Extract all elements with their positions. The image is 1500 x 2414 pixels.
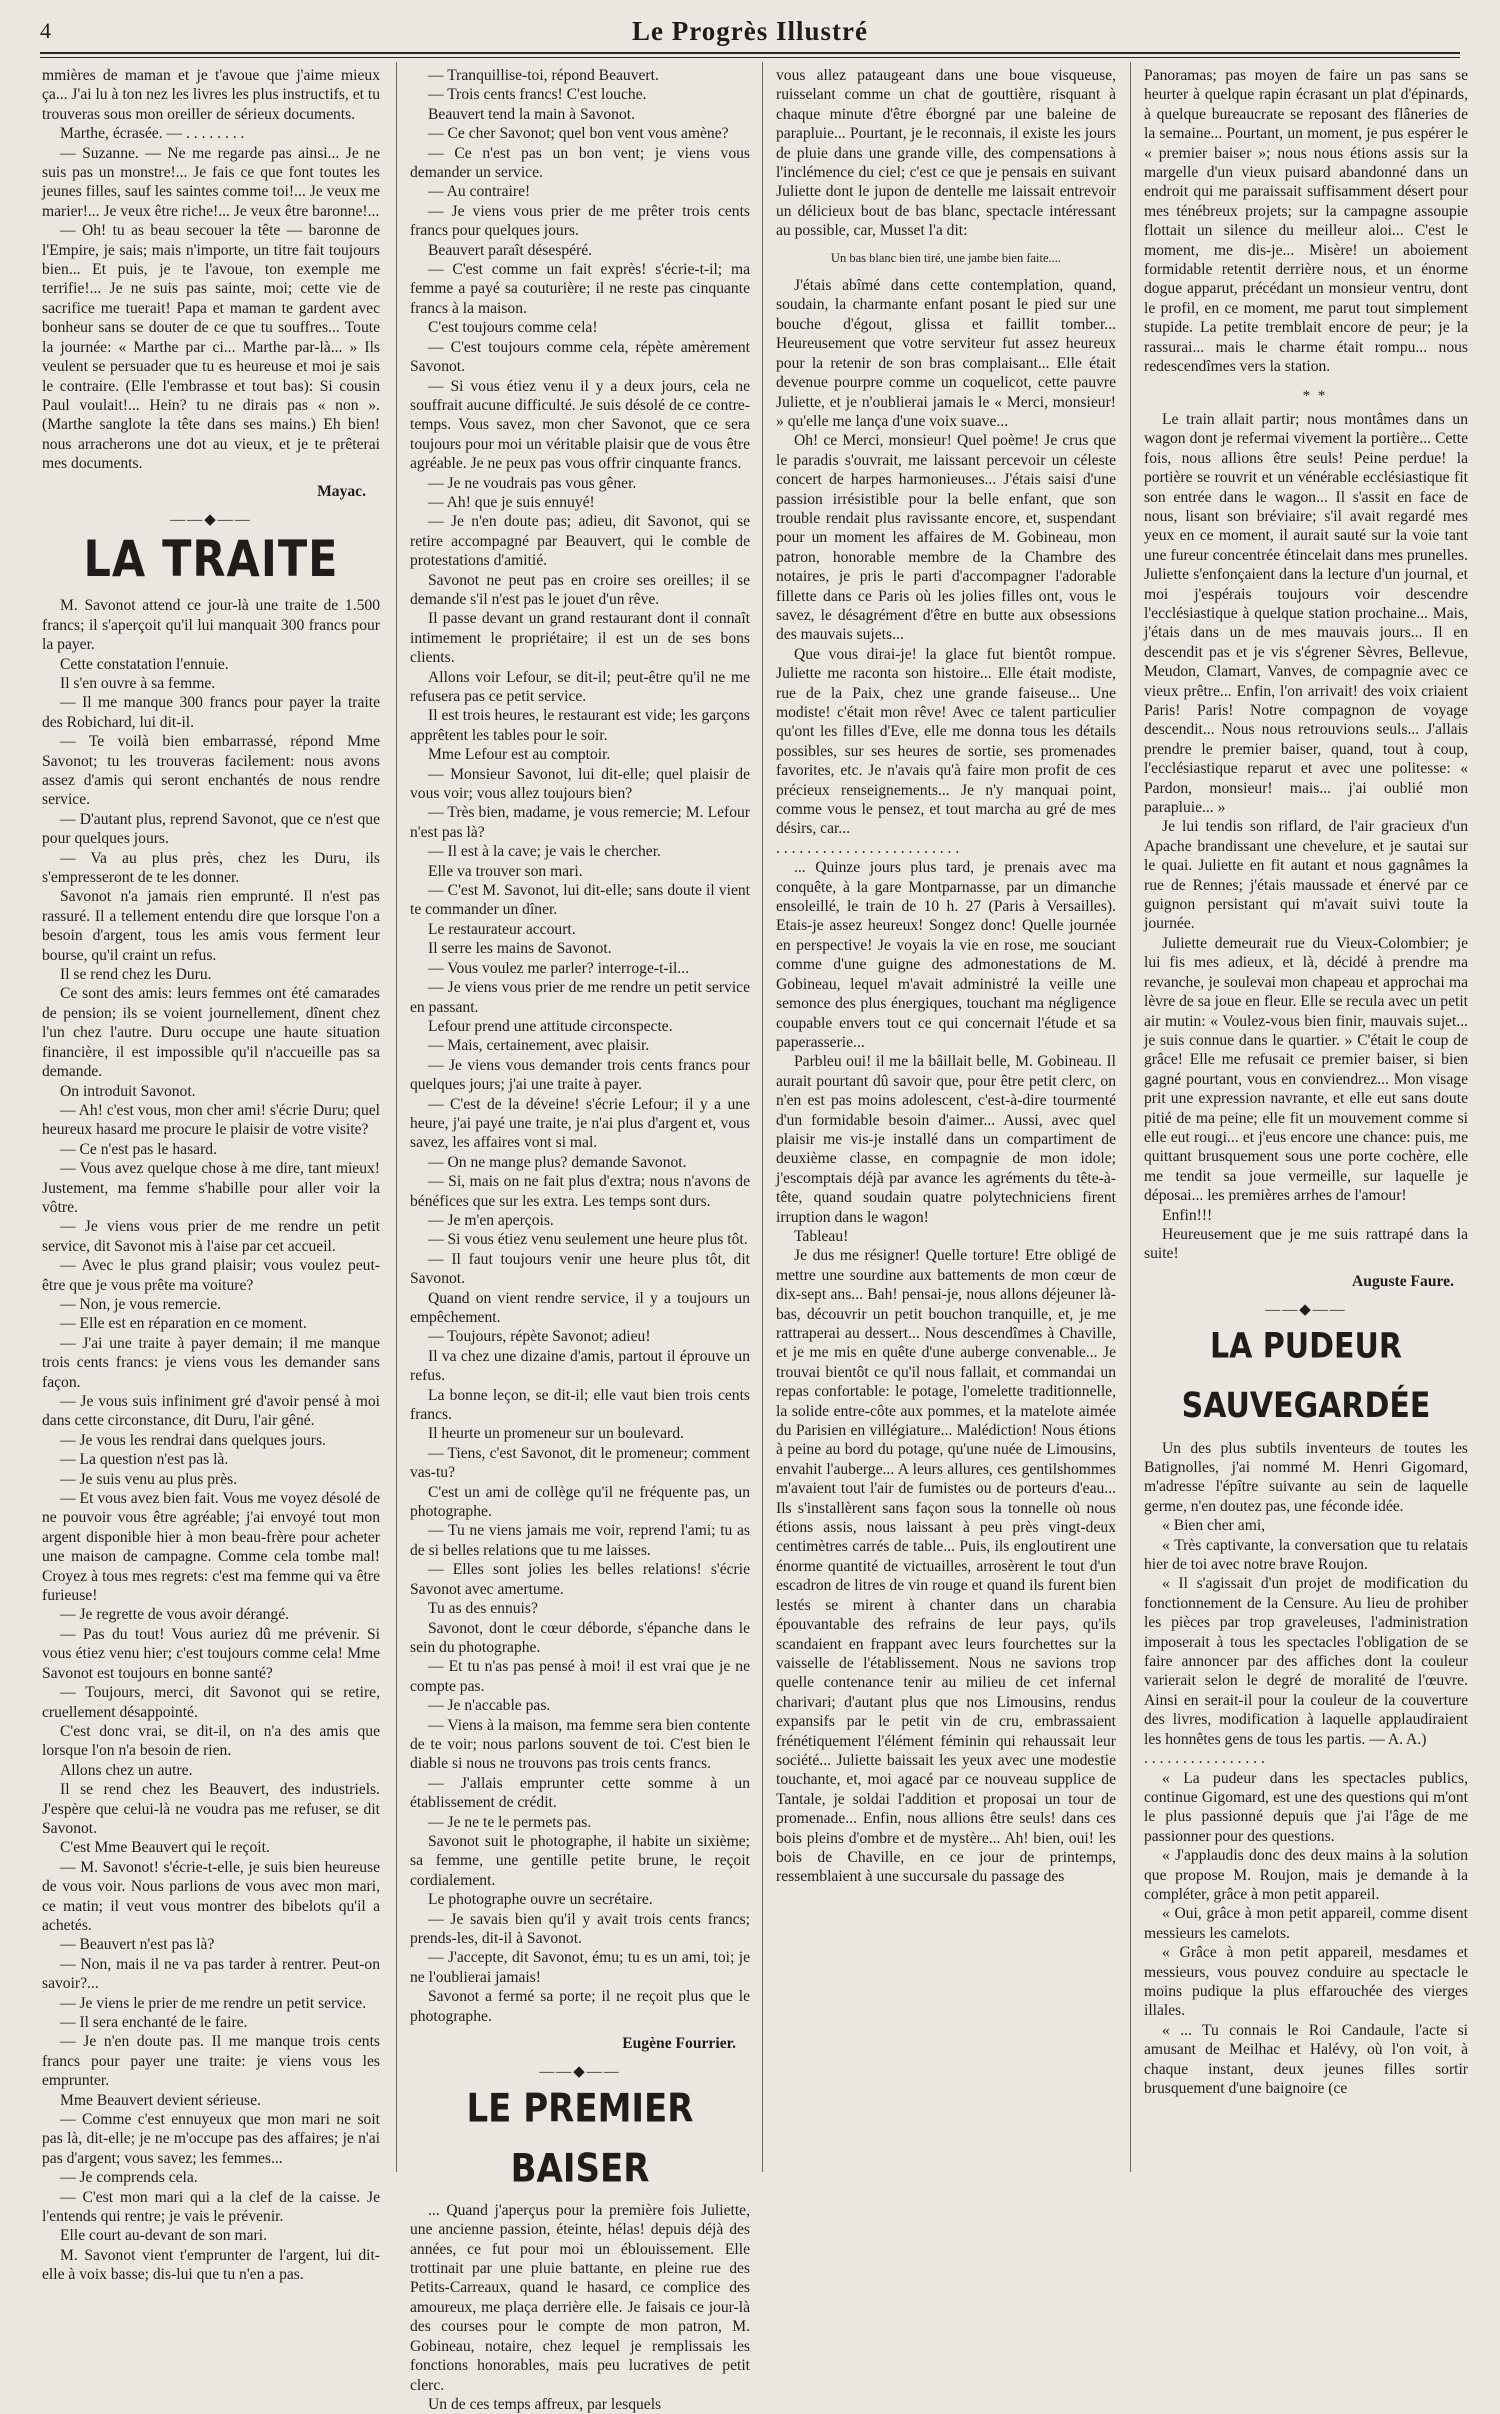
article-paragraph: — Ce cher Savonot; quel bon vent vous amène? [428, 125, 729, 143]
article-paragraph: — Si, mais on ne fait plus d'extra; nous n'avons de bénéfices que sur les extra. Les temps sont durs. [410, 1173, 750, 1210]
column-1 [42, 66, 381, 2284]
article-paragraph: M. Savonot vient t'emprunter de l'argent, lui dit-elle à voix basse; dis-lui que tu n'en a pas. [42, 2246, 380, 2284]
article-paragraph: — Ce n'est pas un bon vent; je viens vous demander un service. [410, 144, 750, 182]
section-asterism: * * [1302, 387, 1328, 404]
article-paragraph: — Si vous étiez venu seulement une heure plus tôt. [428, 1231, 748, 1249]
article-paragraph: Le photographe ouvre un secrétaire. [428, 1891, 653, 1909]
author-signature: Eugène Fourrier. [622, 2035, 736, 2053]
article-paragraph: — Vous avez quelque chose à me dire, tant mieux! Justement, ma femme s'habille pour aller voir la vôtre. [42, 1160, 380, 1216]
article-paragraph: La bonne leçon, se dit-il; elle vaut bien trois cents francs. [410, 1386, 750, 1424]
article-paragraph: Savonot n'a jamais rien emprunté. Il n'est pas rassuré. Il a tellement entendu dire que lorsque l'on a besoin d'argent, tous les amis vous ferment leur bourse, qu'il craint un refus. [42, 888, 380, 964]
article-paragraph: Je lui tendis son riflard, de l'air gracieux d'un Apache brandissant une chevelure, et je sautai sur le quai. Juliette en fit autant et nous gagnâmes la rue de Rennes; j'étais maussade et énervé par ce guignon persistant qui m'avait suivi toute la journée. [1144, 818, 1468, 933]
article-paragraph: Il se rend chez les Beauvert, des industriels. J'espère que celui-là ne voudra pas me refuser, se dit Savonot. [42, 1781, 380, 1837]
article-paragraph: — Je vous les rendrai dans quelques jours. [60, 1431, 326, 1449]
article-paragraph: Le restaurateur accourt. [428, 920, 576, 938]
article-paragraph: — Et vous avez bien fait. Vous me voyez désolé de ne pouvoir vous être agréable; j'ai envoyé tout mon argent disponible hier à mon beau-frère pour acheter une maison de campagne. Comme cela tombe mal! Croyez à tous mes regrets: c'est ma femme qui va être furieuse! [42, 1490, 380, 1605]
article-paragraph: « Bien cher ami, [1162, 1517, 1266, 1535]
article-paragraph: — Avec le plus grand plaisir; vous voulez peut-être que je vous prête ma voiture? [42, 1257, 380, 1294]
article-paragraph: Il se rend chez les Duru. [60, 966, 212, 984]
masthead-title: Le Progrès Illustré [632, 16, 868, 46]
author-signature: Auguste Faure. [1352, 1272, 1454, 1290]
article-paragraph: — Je suis venu au plus près. [60, 1470, 238, 1488]
article-paragraph: Un des plus subtils inventeurs de toutes les Batignolles, j'ai nommé M. Henri Gigomard, m'adresse l'épître suivante au sein de laquelle germe, n'en doutez pas, une féconde idée. [1144, 1439, 1468, 1515]
article-paragraph: — Il est à la cave; je vais le chercher. [428, 843, 661, 861]
article-paragraph: « La pudeur dans les spectacles publics, continue Gigomard, est une des questions qui m'ont le plus passionné depuis que j'ai l'âge de me passionner pour des questions. [1144, 1769, 1468, 1845]
column-divider [1130, 62, 1131, 2172]
article-paragraph: — Je vous suis infiniment gré d'avoir pensé à moi dans cette circonstance, dit Duru, l'air gêné. [42, 1393, 380, 1430]
article-paragraph: Je dus me résigner! Quelle torture! Etre obligé de mettre une sourdine aux battements de mon cœur de dix-sept ans... Bah! pensai-je, nous allons déjeuner là-bas, découvrir un petit bouchon tranquille, et, je me rattraperai au dessert... Nous descendîmes à Chaville, et je me mis en quête d'une auberge convenable... Je trouvai bientôt ce qu'il nous fallait, et commandai un repas confortable: le potage, l'omelette traditionnelle, la solide entre-côte aux pommes, et la matelote aimée du Parisien en villégiature... Malédiction! Nous étions à peine au bord du potage, qu'une nuée de Limousins, envahit l'auberge... A leurs allures, ces gentilshommes m'avaient tout l'air de fumistes ou de porteurs d'eau... Ils s'installèrent sans façon sous la tonnelle où nous étions assis, nous laissant à peu près vingt-deux centimètres carrés de table... Puis, ils engloutirent une énorme quantité de victuailles, arrosèrent le tout d'un escadron de litres de vin rouge et quand ils furent bien lestés se mirent à chanter dans un charabia épouvantable des refrains de leur pays, qu'ils scandaient en frappant avec leurs fourchettes sur la vaisselle de l'établissement. Nous ne savions trop quelle contenance tenir au milieu de cet infernal charivari; d'autant plus que nos Limousins, rendus expansifs par le petit vin de cru, embrassaient frénétiquement l'élément féminin qui rehaussait leur société... Juliette baissait les yeux avec une modestie touchante, et, moi agacé par ce nouveau supplice de Tantale, je soldai l'addition et proposai un tour de promenade... Enfin, nous allions être seuls! dans ces bois pleins d'ombre et de mystère... Ah! bien, oui! les bois de Chaville, en ce jour de printemps, ressemblaient à une succursale du passage des [776, 1247, 1116, 1886]
article-paragraph: Allons voir Lefour, se dit-il; peut-être qu'il ne me refusera pas ce petit service. [410, 668, 750, 705]
article-title: LA TRAITE [83, 531, 339, 590]
article-paragraph: — Je viens vous demander trois cents francs pour quelques jours; j'ai une traite à payer. [410, 1056, 750, 1094]
article-paragraph: Lefour prend une attitude circonspecte. [428, 1017, 673, 1035]
article-paragraph: — C'est M. Savonot, lui dit-elle; sans doute il vient te commander un dîner. [410, 882, 750, 919]
article-paragraph: — Viens à la maison, ma femme sera bien contente de te voir; nous parlons souvent de toi. C'est bien le diable si nous ne trouvons pas trois cents francs. [410, 1716, 750, 1773]
article-paragraph: — Elles sont jolies les belles relations! s'écrie Savonot avec amertume. [410, 1561, 750, 1598]
article-paragraph: — Tranquillise-toi, répond Beauvert. [428, 67, 659, 84]
article-paragraph: « Très captivante, la conversation que tu relatais hier de toi avec notre brave Roujon. [1144, 1536, 1468, 1574]
article-paragraph: — Elle est en réparation en ce moment. [60, 1315, 307, 1333]
article-paragraph: Il est trois heures, le restaurant est vide; les garçons apprêtent les tables pour le soir. [410, 707, 750, 744]
article-paragraph: — Je viens le prier de me rendre un petit service. [60, 1994, 367, 2012]
article-paragraph: — Si vous étiez venu il y a deux jours, cela ne souffrait aucune difficulté. Je suis désolé de ce contre-temps. Vous savez, mon cher Savonot, que ce sera toujours pour moi un véritable plaisir que de vous être agréable. Je ne peux pas vous offrir cinquante francs. [410, 377, 750, 473]
page-number: 4 [40, 18, 51, 43]
article-paragraph: — Je m'en aperçois. [428, 1211, 554, 1229]
article-paragraph: ... Quinze jours plus tard, je prenais avec ma conquête, à la gare Montparnasse, par un dimanche ensoleillé, le train de 10 h. 27 (Paris à Versailles). Etais-je assez heureux! Songez donc! Quelle journée en perspective! Je voyais la vie en rose, me souciant comme d'une guigne des admonestations de M. Gobineau, lequel m'avait administré la veille une semonce des plus énergiques, touchant ma négligence coupable envers tout ce qui concernait l'étude et sa paperasserie... [776, 859, 1116, 1051]
ellipsis-separator: . . . . . . . . . . . . . . . . . . . . . . . . [776, 839, 960, 857]
article-paragraph: — Vous voulez me parler? interroge-t-il... [428, 959, 689, 977]
article-paragraph: — Ah! c'est vous, mon cher ami! s'écrie Duru; quel heureux hasard me procure le plaisir de votre visite? [42, 1101, 381, 1139]
article-paragraph: — Toujours, merci, dit Savonot qui se retire, cruellement désappointé. [42, 1684, 380, 1721]
article-paragraph: mmières de maman et je t'avoue que j'aime mieux ça... J'ai lu à ton nez les livres les plus instructifs, et tu trouveras sous mon oreiller de sérieux documents. [42, 67, 380, 123]
article-paragraph: Parbleu oui! il me la bâillait belle, M. Gobineau. Il aurait pourtant dû savoir que, pour être petit clerc, on n'en est pas moins adolescent, c'est-à-dire tourmenté d'un formidable besoin d'aimer... Aussi, avec quel plaisir me vis-je installé dans un compartiment de deuxième classe, en compagnie de mon idole; j'escomptais déjà par avance les agréments du tête-à-tête, quand soudain quatre polytechniciens firent irruption dans le wagon! [776, 1053, 1116, 1226]
article-paragraph: Juliette demeurait rue du Vieux-Colombier; je lui fis mes adieux, et là, décidé à prendre ma revanche, je soulevai mon chapeau et approchai ma lèvre de sa joue en fleur. Elle se recula avec un petit air mutin: « Voulez-vous bien finir, mauvais sujet... je suis connue dans le quartier. » C'était le coup de grâce! Elle me refusait ce premier baiser, si bien gagné pourtant, vous en conviendrez... Mon visage prit une expression navrante, et elle eut sans doute pitié de ma peine; elle fit un mouvement comme si elle eut rougi... et j'eus encore une chance: puis, me quittant brusquement sous une porte cochère, elle me tendit sa joue vermeille, sur laquelle je déposai... les premières arrhes de l'amour! [1144, 934, 1468, 1205]
article-paragraph: Tableau! [794, 1227, 849, 1245]
article-paragraph: — Et tu n'as pas pensé à moi! il est vrai que je ne compte pas. [410, 1658, 750, 1695]
article-paragraph: — Je viens vous prier de me prêter trois cents francs pour quelques jours. [410, 202, 750, 240]
ellipsis-separator: . . . . . . . . . . . . . . . . [1144, 1750, 1265, 1768]
article-paragraph: — On ne mange plus? demande Savonot. [428, 1153, 687, 1171]
article-paragraph: Cette constatation l'ennuie. [60, 655, 229, 673]
article-paragraph: — Pas du tout! Vous auriez dû me prévenir. Si vous étiez venu hier; c'est toujours comme cela! Mme Savonot est toujours en bonne santé? [42, 1625, 380, 1682]
article-paragraph: Savonot ne peut pas en croire ses oreilles; il se demande s'il n'est pas le jouet d'un rêve. [410, 571, 750, 608]
article-paragraph: « J'applaudis donc des deux mains à la solution que propose M. Roujon, mais je demande à la compléter, grâce à mon petit appareil. [1144, 1847, 1468, 1903]
column-divider [396, 62, 397, 2172]
article-paragraph: Allons chez un autre. [60, 1761, 193, 1779]
article-paragraph: Oh! ce Merci, monsieur! Quel poème! Je crus que le paradis s'ouvrait, me laissant percevoir un céleste concert de harpes harmonieuses... J'étais saisi d'une passion irrésistible pour la belle enfant, que son trouble rendait plus ravissante encore, et, suspendant pour un moment les affaires de M. Gobineau, mon patron, honorable membre de la Chambre des notaires, je pris le parti d'accompagner l'adorable fillette dans ce Paris où les jolies filles ont, vous le savez, le désagrément d'être en butte aux obsessions des mauvais sujets... [776, 432, 1116, 644]
article-paragraph: Savonot a fermé sa porte; il ne reçoit plus que le photographe. [410, 1988, 750, 2025]
article-paragraph: C'est donc vrai, se dit-il, on n'a des amis que lorsque l'on n'a besoin de rien. [42, 1722, 380, 1760]
column-2 [410, 66, 750, 2413]
article-paragraph: — Comme c'est ennuyeux que mon mari ne soit pas là, dit-elle; je ne m'occupe pas des affaires; je n'ai pas d'argent; vous savez; les femmes... [42, 2111, 380, 2167]
article-paragraph: — C'est comme un fait exprès! s'écrie-t-il; ma femme a payé sa couturière; il ne reste pas cinquante francs à la maison. [410, 261, 750, 317]
article-paragraph: — Il me manque 300 francs pour payer la traite des Robichard, lui dit-il. [42, 694, 380, 731]
article-paragraph: Quand on vient rendre service, il y a toujours un empêchement. [410, 1289, 750, 1326]
column-3 [776, 66, 1116, 2166]
article-paragraph: — Je n'en doute pas. Il me manque trois cents francs pour payer une traite: je viens vous les emprunter. [42, 2033, 380, 2090]
article-paragraph: Que vous dirai-je! la glace fut bientôt rompue. Juliette me raconta son histoire... Elle était modiste, rue de la Paix, chez une grande faiseuse... Une modiste! c'était mon rêve! Avec ce talent particulier qu'ont les filles d'Eve, elle me donna tous les détails possibles, sur ses heures de sortie, ses promenades favorites, etc. Je n'avais qu'à faire mon profit de ces précieux renseignements... Je n'y manquai point, comme vous le pensez, et tout marcha au gré de mes désirs, car... [776, 645, 1116, 838]
article-paragraph: J'étais abîmé dans cette contemplation, quand, soudain, la charmante enfant posant le pied sur une bouche d'égout, glissa et faillit tomber... Heureusement que votre serviteur fut assez heureux pour la retenir de son bras complaisant... Elle était devenue pourpre comme un coquelicot, cette pauvre Juliette, et je n'oublierai jamais le « Merci, monsieur! » qu'elle me lança d'une voix suave... [776, 277, 1116, 430]
article-paragraph: — Très bien, madame, je vous remercie; M. Lefour n'est pas là? [410, 804, 750, 841]
article-paragraph: « Grâce à mon petit appareil, mesdames et messieurs, vous pouvez conduire au spectacle le moins pudique la plus effarouchée des vierges illales. [1144, 1944, 1468, 2020]
article-paragraph: — Je n'accable pas. [428, 1697, 551, 1715]
article-paragraph: — Ah! que je suis ennuyé! [428, 493, 595, 511]
article-paragraph: « Il s'agissait d'un projet de modification du fonctionnement de la Censure. Au lieu de prohiber les pièces par trop graveleuses, l'administration imposerait à tous les spectacles l'obligation de se faire annoncer par des affiches dont la couleur varierait selon le degré de moralité de l'œuvre. Ainsi en serait-il pour la couleur de la couverture des livres, modification à laquelle applaudiraient les honnêtes gens de tous les partis. — A. A.) [1144, 1575, 1468, 1748]
article-paragraph: M. Savonot attend ce jour-là une traite de 1.500 francs; il s'aperçoit qu'il lui manquait 300 francs pour la payer. [42, 597, 380, 654]
article-paragraph: — Trois cents francs! C'est louche. [428, 86, 647, 104]
column-4 [1144, 66, 1468, 2166]
article-paragraph: Savonot, dont le cœur déborde, s'épanche dans le sein du photographe. [410, 1619, 750, 1656]
article-paragraph: vous allez pataugeant dans une boue visqueuse, ruisselant comme un chat de gouttière, risquant à chaque minute d'être éborgné par une baleine de parapluie... Pourtant, je le reconnais, il existe les jours de pluie dans une grande ville, des compensations à l'inclémence du ciel; c'est ce que je pensais en suivant Juliette dont le jupon de dentelle me laissait entrevoir un délicieux bout de bas blanc, spectacle intéressant au possible, car, Musset l'a dit: [776, 67, 1116, 240]
article-paragraph: Mme Beauvert devient sérieuse. [60, 2091, 261, 2109]
article-paragraph: C'est toujours comme cela! [428, 319, 598, 337]
article-paragraph: « ... Tu connais le Roi Candaule, l'acte si amusant de Meilhac et Halévy, où l'on voit, à chaque instant, deux jeunes filles sortir brusquement d'une baignoire (ce [1144, 2021, 1468, 2097]
article-paragraph: — Toujours, répète Savonot; adieu! [428, 1328, 651, 1346]
article-paragraph: Ce sont des amis: leurs femmes ont été camarades de pension; ils se voient journellement, dînent chez l'un chez l'autre. Duru occupe une haute situation financière, il est impossible qu'il n'accueille pas sa demande. [42, 985, 380, 1081]
author-signature: Mayac. [317, 482, 366, 500]
article-paragraph: — Je n'en doute pas; adieu, dit Savonot, qui se retire accompagné par Beauvert, qui le comble de protestations d'amitié. [410, 513, 750, 570]
verse-quote: Un bas blanc bien tiré, une jambe bien faite.... [830, 250, 1062, 265]
article-paragraph: — Va au plus près, chez les Duru, ils s'empresseront de te les donner. [42, 849, 380, 887]
article-paragraph: Il serre les mains de Savonot. [428, 940, 612, 958]
article-paragraph: — Ce n'est pas le hasard. [60, 1140, 217, 1158]
article-paragraph: — Je savais bien qu'il y avait trois cents francs; prends-les, dit-il à Savonot. [410, 1910, 750, 1947]
section-separator: ——◆—— [1265, 1302, 1347, 1319]
article-paragraph: Marthe, écrasée. — . . . . . . . . [60, 125, 245, 143]
article-paragraph: Un de ces temps affreux, par lesquels [428, 2395, 662, 2413]
article-paragraph: — La question n'est pas là. [60, 1451, 229, 1469]
article-paragraph: — Je comprends cela. [60, 2169, 198, 2187]
article-paragraph: — D'autant plus, reprend Savonot, que ce n'est que pour quelques jours. [42, 810, 380, 848]
article-paragraph: Heureusement que je me suis rattrapé dans la suite! [1144, 1225, 1468, 1263]
article-paragraph: — M. Savonot! s'écrie-t-elle, je suis bien heureuse de vous voir. Nous parlions de vous avec mon mari, ce matin; il veut vous montrer des bibelots qu'il a achetés. [42, 1858, 380, 1934]
article-paragraph: — Tu ne viens jamais me voir, reprend l'ami; tu as de si belles relations que tu me laisses. [410, 1522, 750, 1559]
article-paragraph: — Je viens vous prier de me rendre un petit service, dit Savonot mis à l'aise par cet accueil. [42, 1218, 380, 1255]
column-divider [762, 62, 763, 2172]
article-paragraph: Enfin!!! [1162, 1206, 1213, 1224]
header-rule [40, 52, 1460, 54]
article-paragraph: Panoramas; pas moyen de faire un pas sans se heurter à quelque rapin écrasant un plat d'épinards, à quelque bureaucrate se reposant des flâneries de la semaine... Pourtant, un moment, je pus espérer le « premier baiser »; nous nous étions assis sur la margelle d'un vieux puisard abandonné dans un endroit qui me paraissait suffisamment désert pour mes ténébreux projets; sur la campagne assoupie flottait un silence du meilleur aloi... C'est le moment, me dis-je... Misère! un aboiement formidable retentit derrière nous, et un énorme dogue apparut, précédant un monsieur ventru, dont le profil, en ce moment, me parut tout simplement stupide. La petite tremblait encore de peur; je la rassurai... mais le charme était rompu... nous redescendîmes vers la station. [1144, 67, 1468, 376]
article-paragraph: C'est Mme Beauvert qui le reçoit. [60, 1839, 270, 1857]
article-paragraph: — Il sera enchanté de le faire. [60, 2014, 248, 2031]
article-paragraph: — Non, je vous remercie. [60, 1295, 222, 1313]
article-paragraph: — Je viens vous prier de me rendre un petit service en passant. [410, 979, 750, 1016]
article-paragraph: Elle va trouver son mari. [428, 862, 583, 880]
article-paragraph: Elle court au-devant de son mari. [60, 2227, 267, 2245]
article-paragraph: — J'accepte, dit Savonot, ému; tu es un ami, toi; je ne l'oublierai jamais! [410, 1949, 750, 1986]
article-paragraph: Il heurte un promeneur sur un boulevard. [428, 1425, 684, 1443]
article-paragraph: ... Quand j'aperçus pour la première fois Juliette, une ancienne passion, éteinte, hélas! depuis déjà des années, ce fut pour moi un éblouissement. Elle trottinait par une pluie battante, en pleine rue des Petits-Carreaux, quand le hasard, ce complice des amoureux, me plaça derrière elle. Je faisais ce jour-là des courses pour le compte de mon patron, M. Gobineau, notaire, chez lequel je remplissais les fonctions honorables, mais peu lucratives de petit clerc. [410, 2201, 750, 2394]
section-separator: ——◆—— [539, 2064, 621, 2081]
article-paragraph: — C'est toujours comme cela, répète amèrement Savonot. [410, 338, 750, 376]
article-paragraph: « Oui, grâce à mon petit appareil, comme disent messieurs les camelots. [1144, 1905, 1468, 1942]
article-paragraph: Beauvert paraît désespéré. [428, 241, 593, 259]
article-paragraph: Beauvert tend la main à Savonot. [428, 105, 635, 123]
article-paragraph: Mme Lefour est au comptoir. [428, 746, 611, 764]
article-paragraph: Le train allait partir; nous montâmes dans un wagon dont je refermai vivement la portière... Cette fois, nous allions être seuls! Peine perdue! la portière se rouvrit et un vénérable ecclésiastique fit son entrée dans le wagon... Il s'assit en face de nous, lisant son bréviaire; s'il avait regardé mes yeux en ce moment, il aurait sauté sur la voie tant une fureur concentrée étincelait dans mes prunelles. Juliette s'enfonçaient dans la lecture d'un journal, et moi j'espérais toujours voir descendre l'ecclésiastique à quelque station prochaine... Mais, j'étais dans un de mes mauvais jours... Il en descendit pas et je vis s'égrener Sèvres, Bellevue, Meudon, Clamart, Vanves, de compagnie avec ce vieux prêtre... Enfin, l'on arrivait! des voix criaient Paris! Paris! Notre compagnon de voyage descendit... Nous nous retrouvions seuls... J'allais prendre le premier baiser, quand, tout à coup, l'ecclésiastique reparut et avec une politesse: « Pardon, monsieur! mais... j'ai oublié mon parapluie... » [1144, 410, 1468, 817]
article-paragraph: — J'ai une traite à payer demain; il me manque trois cents francs: je viens vous les demander sans façon. [42, 1334, 380, 1391]
header-rule-thin [40, 57, 1460, 58]
article-paragraph: — Mais, certainement, avec plaisir. [428, 1037, 650, 1055]
article-paragraph: Il va chez une dizaine d'amis, partout il éprouve un refus. [410, 1347, 750, 1385]
article-paragraph: Savonot suit le photographe, il habite un sixième; sa femme, une gentille petite brune, le reçoit cordialement. [410, 1832, 750, 1889]
page-header [40, 12, 1460, 52]
section-separator: ——◆—— [170, 511, 252, 528]
article-paragraph: C'est un ami de collège qu'il ne fréquente pas, un photographe. [410, 1483, 750, 1521]
article-paragraph: — Il faut toujours venir une heure plus tôt, dit Savonot. [410, 1250, 750, 1288]
article-paragraph: — Suzanne. — Ne me regarde pas ainsi... Je ne suis pas un monstre!... Je fais ce que font toutes les jeunes filles, sauf les saintes comme toi!... Je veux me marier!... Je veux être riche!... Je veux être baronne!... [42, 144, 380, 220]
article-paragraph: Tu as des ennuis? [428, 1600, 538, 1618]
article-title: LA PUDEUR SAUVEGARDÉE [1181, 1325, 1431, 1427]
article-title: LE PREMIER BAISER [466, 2085, 694, 2192]
article-paragraph: On introduit Savonot. [60, 1082, 196, 1100]
article-paragraph: Il s'en ouvre à sa femme. [60, 674, 216, 692]
article-paragraph: — J'allais emprunter cette somme à un établissement de crédit. [410, 1774, 750, 1812]
article-paragraph: — Monsieur Savonot, lui dit-elle; quel plaisir de vous voir; vous allez toujours bien? [410, 765, 750, 803]
article-paragraph: — Oh! tu as beau secouer la tête — baronne de l'Empire, je sais; mais n'importe, un titre fait toujours bien... Et puis, je te l'avoue, ton exemple me terrifie!... Je ne suis pas sainte, moi; cette vie de sacrifice me tuerait! Papa et maman te gardent avec bonheur sans se douter de ce que tu souffres... Toute la journée: « Marthe par ci... Marthe par-là... » Ils veulent se persuader que tu es heureuse et moi je sais le contraire. (Elle l'embrasse et tout bas): Si cousin Paul voulait!... Hein? tu ne dirais pas « non ». (Marthe sanglote la tête dans ses mains.) Eh bien! nous arracherons une dot au vieux, et je te prêterai mes documents. [42, 222, 380, 473]
article-paragraph: — Au contraire! [428, 183, 531, 201]
article-paragraph: — Je ne te le permets pas. [428, 1813, 592, 1831]
article-paragraph: — Beauvert n'est pas là? [60, 1936, 215, 1954]
article-paragraph: — Te voilà bien embarrassé, répond Mme Savonot; tu les trouveras facilement: nous avons assez d'amis qui seront enchantés de nous rendre service. [42, 733, 380, 809]
article-paragraph: — Tiens, c'est Savonot, dit le promeneur; comment vas-tu? [410, 1444, 750, 1482]
article-paragraph: Il passe devant un grand restaurant dont il connaît intimement le propriétaire; il est un de ses bons clients. [410, 610, 750, 667]
article-paragraph: — Je regrette de vous avoir dérangé. [60, 1606, 290, 1624]
article-paragraph: — Non, mais il ne va pas tarder à rentrer. Peut-on savoir?... [42, 1955, 380, 1993]
article-paragraph: — C'est mon mari qui a la clef de la caisse. Je l'entends qui rentre; je vais le prévenir. [42, 2188, 380, 2226]
article-paragraph: — Je ne voudrais pas vous gêner. [428, 474, 637, 492]
article-paragraph: — C'est de la déveine! s'écrie Lefour; il y a une heure, j'ai payé une traite, je n'ai plus d'argent et, vous savez, les affaires vont si mal. [410, 1095, 750, 1152]
